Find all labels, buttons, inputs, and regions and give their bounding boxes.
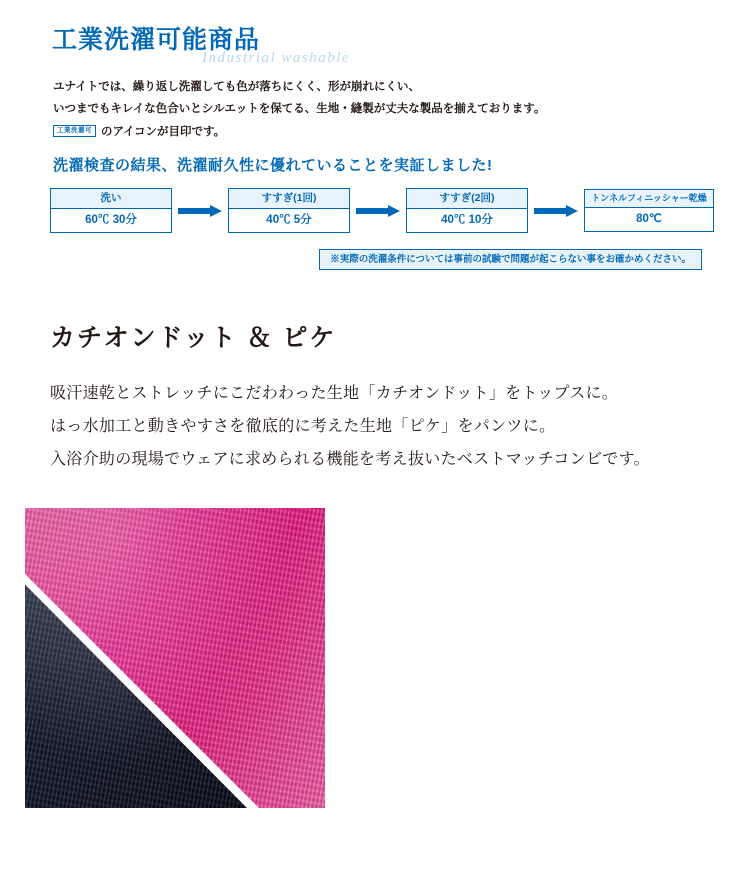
flow-arrow-icon-1 bbox=[172, 205, 228, 217]
flow-step-dry-label: トンネルフィニッシャー乾燥 bbox=[585, 190, 713, 208]
flow-step-dry-value: 80℃ bbox=[636, 212, 662, 225]
flow-step-rinse1-label: すすぎ(1回) bbox=[229, 189, 349, 209]
flow-step-wash bbox=[50, 188, 172, 233]
flow-step-rinse2-value: 40℃ 10分 bbox=[441, 213, 493, 226]
flow-step-rinse1 bbox=[228, 188, 350, 233]
wash-lead-line-2: いつまでもキレイな色合いとシルエットを保てる、生地・縫製が丈夫な製品を揃えております。 bbox=[53, 103, 546, 116]
wash-result-title: 洗濯検査の結果、洗濯耐久性に優れていることを実証しました! bbox=[53, 157, 493, 174]
wash-icon-line bbox=[53, 121, 693, 143]
wash-heading-script: Industrial washable bbox=[202, 50, 351, 66]
wash-disclaimer-note: ※実際の洗濯条件については事前の試験で問題が起こらない事をお確かめください。 bbox=[319, 249, 702, 270]
fabric-closeup-photo bbox=[25, 508, 325, 808]
industrial-wash-icon: 工業洗濯可 bbox=[53, 125, 96, 137]
flow-arrow-icon-2 bbox=[350, 205, 406, 217]
flow-step-rinse2 bbox=[406, 188, 528, 233]
flow-step-dry bbox=[584, 189, 714, 233]
flow-step-wash-value: 60℃ 30分 bbox=[85, 213, 137, 226]
flow-step-rinse1-value: 40℃ 5分 bbox=[266, 213, 312, 226]
product-description-line-3: 入浴介助の現場でウェアに求められる機能を考え抜いたベストマッチコンビです。 bbox=[50, 450, 650, 468]
product-description-line-2: はっ水加工と動きやすさを徹底的に考えた生地「ピケ」をパンツに。 bbox=[50, 417, 556, 435]
product-title: カチオンドット ＆ ピケ bbox=[50, 324, 337, 352]
product-description bbox=[50, 378, 650, 476]
wash-heading: 工業洗濯可能商品 bbox=[52, 26, 261, 54]
wash-heading-group bbox=[52, 26, 351, 66]
flow-step-rinse2-label: すすぎ(2回) bbox=[407, 189, 527, 209]
wash-lead-line-1: ユナイトでは、繰り返し洗濯しても色が落ちにくく、形が崩れにくい、 bbox=[53, 81, 420, 93]
flow-arrow-icon-3 bbox=[528, 205, 584, 217]
wash-icon-note: のアイコンが目印です。 bbox=[101, 125, 226, 138]
flow-step-wash-label: 洗い bbox=[51, 189, 171, 209]
product-description-line-1: 吸汗速乾とストレッチにこだわわった生地「カチオンドット」をトップスに。 bbox=[50, 385, 619, 402]
wash-process-flow bbox=[50, 188, 714, 233]
wash-lead-text bbox=[53, 76, 693, 143]
